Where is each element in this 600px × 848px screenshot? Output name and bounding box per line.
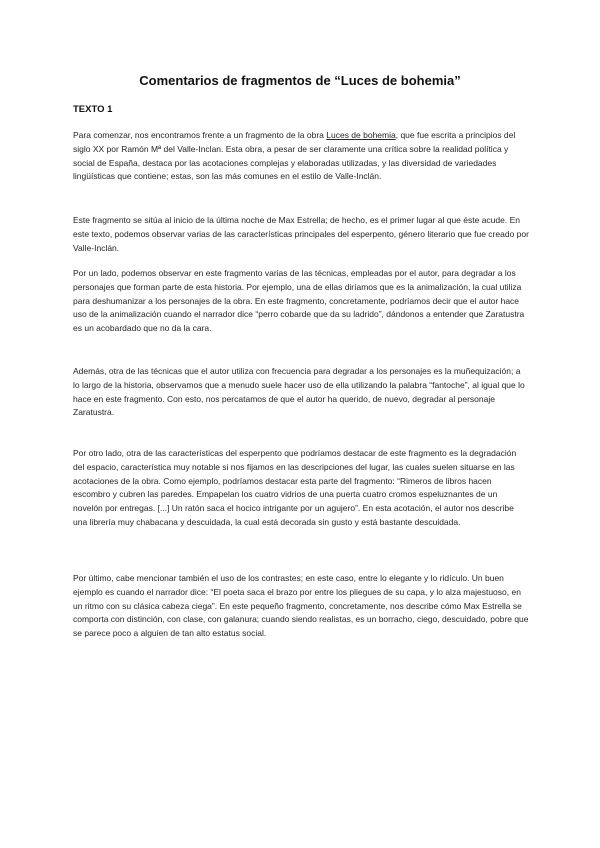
paragraph-context: Este fragmento se sitúa al inicio de la última noche de Max Estrella; de hecho, es el primer lugar al que éste acude. En este texto, podemos observar varias de las características principales del esperpento, género literario que fue creado por Valle-Inclán. bbox=[73, 215, 529, 253]
document-title: Comentarios de fragmentos de “Luces de bohemia” bbox=[139, 73, 461, 88]
section-heading: TEXTO 1 bbox=[73, 104, 113, 115]
paragraph-introduction-text-end: , que fue escrita a principios del siglo XX por Ramón Mª del Valle-Inclan. Esta obra, a pesar de ser claramente una crítica sobre la realidad política y social de España, destaca por las acotaciones complejas y elaboradas utilizadas, y las diversidad de variedades lingüísticas que contiene; estas, son las más comunes en el estilo de Valle-Inclán. bbox=[73, 130, 516, 182]
paragraph-introduction-text-start: Para comenzar, nos encontramos frente a un fragmento de la obra bbox=[73, 130, 327, 140]
paragraph-animalization: Por un lado, podemos observar en este fragmento varias de las técnicas, empleadas por el autor, para degradar a los personajes que forman parte de esta historia. Por ejemplo, una de ellas diríamos que es la animalización, la cual utiliza para deshumanizar a los personajes de la obra. En este fragmento, concretamente, podríamos decir que el autor hace uso de la animalización cuando el narrador dice “perro cobarde que da su ladrido”, dándonos a entender que Zaratustra es un acobardado que no da la cara. bbox=[73, 268, 525, 334]
paragraph-space-degradation: Por otro lado, otra de las características del esperpento que podríamos destacar de este fragmento es la degradación del espacio, característica muy notable si nos fijamos en las descripciones del lugar, las cuales suelen situarse en las acotaciones de la obra. Como ejemplo, podríamos destacar esta parte del fragmento: “Rimeros de libros hacen escombro y cubren las paredes. Empapelan los cuatro vidrios de una puerta cuatro cromos espeluznantes de un novelón por entregas. [...] Un ratón saca el hocico intrigante por un agujero”. En esta acotación, el autor nos describe una librería muy chabacana y descuidada, la cual está decorada sin gusto y está bastante descuidada. bbox=[73, 448, 517, 527]
paragraph-muñequizacion: Además, otra de las técnicas que el autor utiliza con frecuencia para degradar a los personajes es la muñequización; a lo largo de la historia, observamos que a menudo suele hacer uso de ella utilizando la palabra “fantoche”, al igual que lo hace en este fragmento. Con esto, nos percatamos de que el autor ha querido, de nuevo, degradar al personaje Zaratustra. bbox=[73, 366, 525, 418]
book-title-link[interactable]: Luces de bohemia bbox=[326, 130, 396, 140]
paragraph-introduction bbox=[73, 129, 529, 184]
paragraph-contrasts: Por último, cabe mencionar también el uso de los contrastes; en este caso, entre lo elegante y lo ridículo. Un buen ejemplo es cuando el narrador dice: “El poeta saca el brazo por entre los pliegues de su capa, y lo alza majestuoso, en un ritmo con su clásica cabeza ciega”. En este pequeño fragmento, concretamente, nos describe cómo Max Estrella se comporta con distinción, con clase, con galanura; cuando siendo realistas, es un borracho, ciego, descuidado, pobre que se parece poco a alguien de tan alto estatus social. bbox=[73, 573, 529, 639]
